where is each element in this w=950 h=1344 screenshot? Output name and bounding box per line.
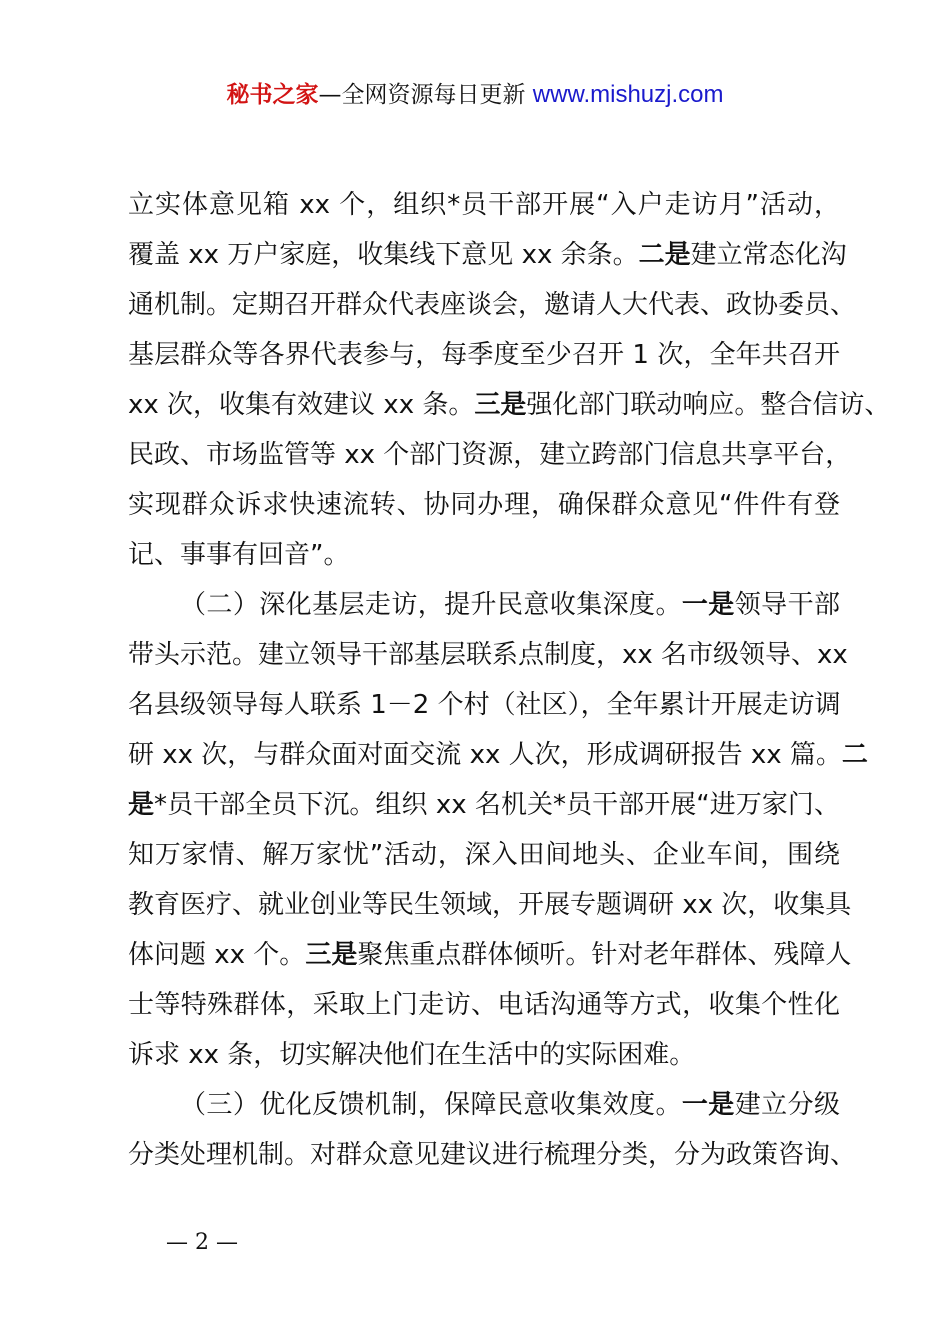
text-line [128, 530, 840, 580]
text-segment: 带头示范。建立领导干部基层联系点制度，xx 名市级领导、xx [128, 640, 848, 670]
text-segment: 名县级领导每人联系 1－2 个村（社区），全年累计开展走访调 [128, 690, 841, 720]
bold-text: 一是 [681, 1090, 735, 1120]
text-segment: 覆盖 xx 万户家庭，收集线下意见 xx 余条。 [128, 240, 639, 270]
text-segment: 知万家情、解万家忧”活动，深入田间地头、企业车间，围绕 [128, 840, 840, 870]
text-segment: xx 次，收集有效建议 xx 条。 [128, 390, 475, 420]
text-line [128, 930, 852, 980]
text-segment: （二）深化基层走访，提升民意收集深度。 [180, 590, 682, 620]
text-line [128, 580, 840, 630]
site-brand: 秘书之家 [226, 82, 319, 108]
text-segment: 士等特殊群体，采取上门走访、电话沟通等方式，收集个性化 [128, 990, 840, 1020]
bold-text: 一是 [681, 590, 735, 620]
text-line [128, 280, 857, 330]
site-url-link[interactable]: www.mishuzj.com [532, 81, 724, 108]
text-line [128, 1080, 840, 1130]
bold-text: 是 [128, 790, 155, 820]
text-segment: 体问题 xx 个。 [128, 940, 306, 970]
text-segment: 聚焦重点群体倾听。针对老年群体、残障人 [357, 940, 852, 970]
text-line [128, 480, 840, 530]
text-line [128, 730, 868, 780]
text-segment: 分类处理机制。对群众意见建议进行梳理分类，分为政策咨询、 [128, 1140, 857, 1170]
document-body [128, 180, 891, 1180]
text-segment: 教育医疗、就业创业等民生领域，开展专题调研 xx 次，收集具 [128, 890, 852, 920]
text-line [128, 330, 840, 380]
text-segment: 诉求 xx 条，切实解决他们在生活中的实际困难。 [128, 1040, 696, 1070]
bold-text: 三是 [474, 390, 527, 420]
text-line [128, 780, 840, 830]
text-line [128, 180, 840, 230]
text-line [128, 880, 852, 930]
site-tagline: —全网资源每日更新 [318, 82, 533, 108]
text-segment: 建立常态化沟 [690, 240, 847, 270]
text-line [128, 430, 852, 480]
text-segment: 民政、市场监管等 xx 个部门资源，建立跨部门信息共享平台， [128, 440, 852, 470]
bold-text: 三是 [305, 940, 358, 970]
page-number: — 2 — [166, 1230, 238, 1255]
text-segment: 领导干部 [734, 590, 840, 620]
text-line [128, 630, 848, 680]
text-line [128, 1130, 857, 1180]
bold-text: 二 [841, 740, 868, 770]
text-segment: （三）优化反馈机制，保障民意收集效度。 [180, 1090, 682, 1120]
text-segment: 基层群众等各界代表参与，每季度至少召开 1 次，全年共召开 [128, 340, 840, 370]
text-line [128, 830, 840, 880]
text-line [128, 680, 840, 730]
text-segment: 通机制。定期召开群众代表座谈会，邀请人大代表、政协委员、 [128, 290, 857, 320]
text-segment: 研 xx 次，与群众面对面交流 xx 人次，形成调研报告 xx 篇。 [128, 740, 842, 770]
text-segment: 建立分级 [734, 1090, 840, 1120]
text-segment: 记、事事有回音”。 [128, 540, 350, 570]
text-segment: 强化部门联动响应。整合信访、 [526, 390, 891, 420]
text-segment: *员干部全员下沉。组织 xx 名机关*员干部开展“进万家门、 [154, 790, 840, 820]
text-segment: 立实体意见箱 xx 个，组织*员干部开展“入户走访月”活动， [128, 190, 840, 220]
site-header [0, 78, 950, 112]
text-line [128, 230, 847, 280]
text-line [128, 1030, 840, 1080]
text-line [128, 380, 891, 430]
text-segment: 实现群众诉求快速流转、协同办理，确保群众意见“件件有登 [128, 490, 840, 520]
text-line [128, 980, 840, 1030]
bold-text: 二是 [638, 240, 691, 270]
